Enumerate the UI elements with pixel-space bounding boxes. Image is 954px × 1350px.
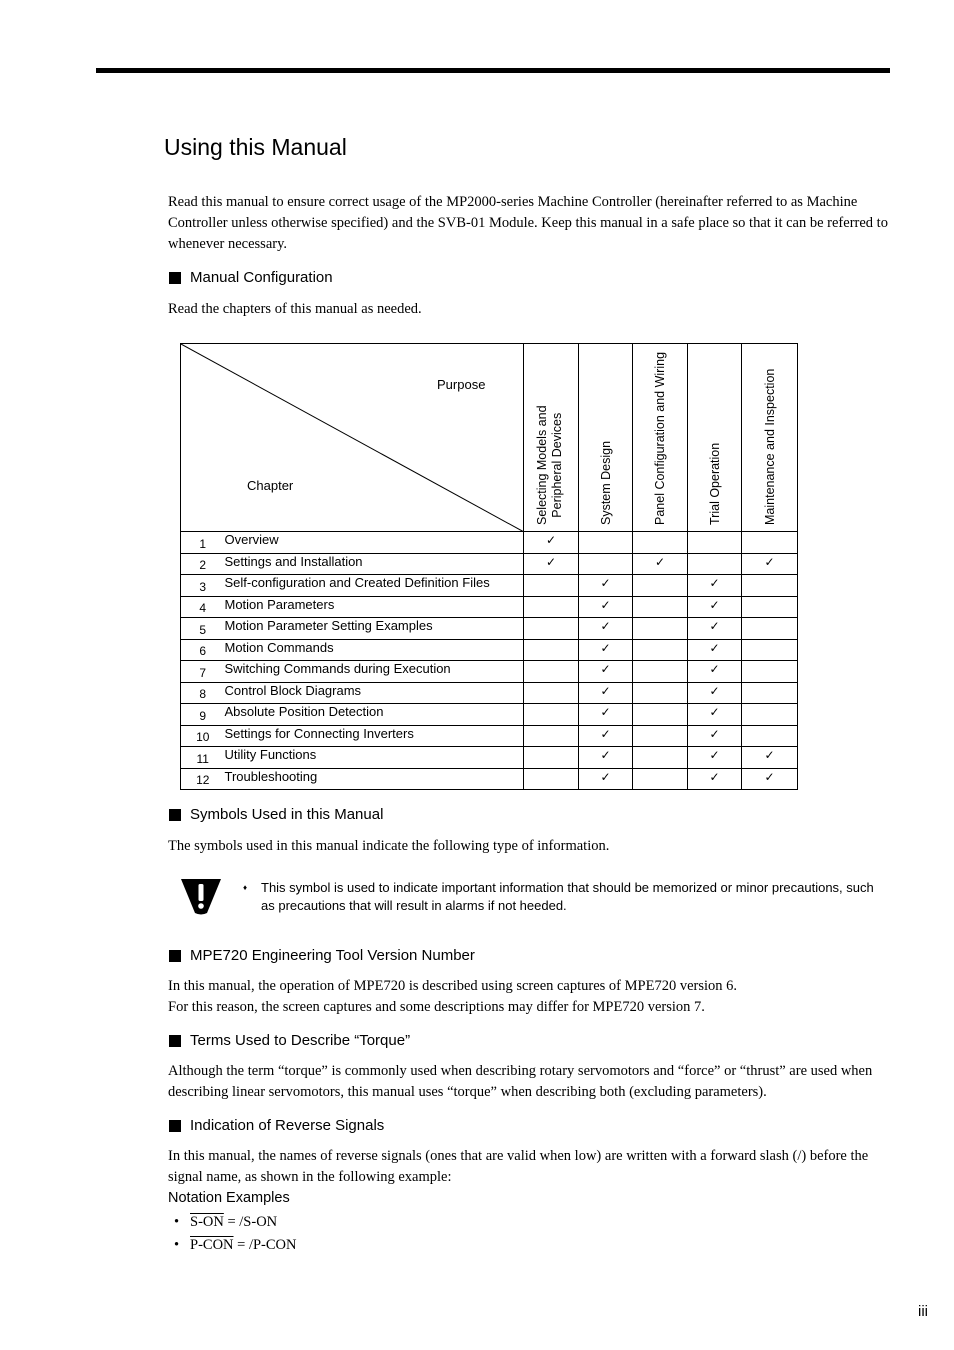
manual-config-heading [169,269,333,286]
empty-cell [524,618,579,640]
empty-cell [633,618,688,640]
table-row [181,682,798,704]
list-item [174,1234,296,1257]
signal-equivalent: = /P-CON [233,1237,297,1253]
table-body [181,532,798,790]
empty-cell [633,532,688,554]
empty-cell [742,661,798,683]
empty-cell [742,532,798,554]
chapter-number: 5 [181,618,225,640]
notation-examples-label: Notation Examples [168,1190,290,1206]
check-mark-icon: ✓ [742,553,798,575]
square-bullet-icon [169,809,181,821]
empty-cell [688,532,742,554]
empty-cell [688,553,742,575]
empty-cell [742,704,798,726]
check-mark-icon: ✓ [579,725,633,747]
chapter-name: Self-configuration and Created Definition Files [225,575,524,597]
mpe720-line2: For this reason, the screen captures and some descriptions may differ for MPE720 version 7. [168,999,705,1015]
empty-cell [633,575,688,597]
mpe720-heading-text: MPE720 Engineering Tool Version Number [190,947,475,964]
check-mark-icon: ✓ [579,768,633,790]
check-mark-icon: ✓ [688,575,742,597]
check-mark-icon: ✓ [688,682,742,704]
column-header-label: Panel Configuration and Wiring [653,351,667,525]
check-mark-icon: ✓ [579,704,633,726]
chapter-name: Switching Commands during Execution [225,661,524,683]
exclamation-note-icon [180,877,222,915]
reverse-heading-text: Indication of Reverse Signals [190,1117,385,1134]
check-mark-icon: ✓ [579,661,633,683]
check-mark-icon: ✓ [742,747,798,769]
column-header-label: Trial Operation [707,442,722,525]
chapter-name: Absolute Position Detection [225,704,524,726]
symbols-heading [169,806,383,823]
empty-cell [524,639,579,661]
empty-cell [524,596,579,618]
empty-cell [633,704,688,726]
chapter-label: Chapter [247,478,294,493]
table-row [181,553,798,575]
chapter-name: Control Block Diagrams [225,682,524,704]
check-mark-icon: ✓ [579,596,633,618]
diamond-bullet-icon: ♦ [243,883,248,892]
check-mark-icon: ✓ [579,682,633,704]
table-corner-cell [181,344,524,532]
empty-cell [742,682,798,704]
torque-heading-text: Terms Used to Describe “Torque” [190,1032,411,1049]
check-mark-icon: ✓ [579,747,633,769]
table-row [181,704,798,726]
note-item [243,879,883,915]
table-header-row [181,344,798,532]
diagonal-divider [181,344,524,532]
column-header-label: Selecting Models and [535,405,549,525]
list-item [174,1211,296,1234]
empty-cell [524,575,579,597]
empty-cell [524,661,579,683]
check-mark-icon: ✓ [688,747,742,769]
empty-cell [742,575,798,597]
chapter-number: 11 [181,747,225,769]
check-mark-icon: ✓ [688,768,742,790]
reverse-text: In this manual, the names of reverse signals (ones that are valid when low) are written with a forward slash (/) before the signal name, as shown in the following example: [168,1148,869,1185]
chapter-number: 7 [181,661,225,683]
chapter-name: Settings for Connecting Inverters [225,725,524,747]
chapter-number: 2 [181,553,225,575]
table-row [181,596,798,618]
purpose-label: Purpose [437,377,486,392]
signal-name: P-CON [190,1237,234,1253]
empty-cell [633,596,688,618]
check-mark-icon: ✓ [688,596,742,618]
check-mark-icon: ✓ [688,725,742,747]
square-bullet-icon [169,1120,181,1132]
intro-paragraph: Read this manual to ensure correct usage of the MP2000-series Machine Controller (hereinafter referred to as Machine Controller unless otherwise specified) and the SVB-01 Module. Keep this manual in a safe place so that it can be referred to whenever necessary. [168,194,888,252]
chapter-number: 8 [181,682,225,704]
signal-name: S-ON [190,1214,224,1230]
check-mark-icon: ✓ [688,618,742,640]
page-title: Using this Manual [164,134,347,160]
table-row [181,575,798,597]
empty-cell [742,596,798,618]
torque-text: Although the term “torque” is commonly used when describing rotary servomotors and “force” or “thrust” are used when describing linear servomotors, this manual uses “torque” when describing both (excluding parameters). [168,1063,873,1100]
empty-cell [633,768,688,790]
check-mark-icon: ✓ [742,768,798,790]
chapter-number: 10 [181,725,225,747]
chapter-number: 1 [181,532,225,554]
mpe720-line1: In this manual, the operation of MPE720 is described using screen captures of MPE720 version 6. [168,978,738,994]
table-row [181,725,798,747]
chapter-number: 3 [181,575,225,597]
chapter-number: 12 [181,768,225,790]
empty-cell [633,725,688,747]
empty-cell [579,553,633,575]
table-row [181,661,798,683]
empty-cell [524,747,579,769]
column-header-selecting-models [524,344,579,532]
notation-examples-list [174,1211,296,1257]
chapter-name: Motion Commands [225,639,524,661]
table-row [181,639,798,661]
mpe720-heading [169,947,475,964]
manual-config-table [180,343,798,790]
torque-heading [169,1032,410,1049]
column-header-label: Peripheral Devices [550,412,564,518]
table-row [181,747,798,769]
square-bullet-icon [169,950,181,962]
check-mark-icon: ✓ [524,532,579,554]
symbols-text: The symbols used in this manual indicate the following type of information. [168,838,610,854]
reverse-heading [169,1117,384,1134]
manual-config-heading-text: Manual Configuration [190,269,333,286]
column-header-maintenance [742,344,798,532]
empty-cell [633,682,688,704]
square-bullet-icon [169,1035,181,1047]
chapter-number: 9 [181,704,225,726]
column-header-system-design [579,344,633,532]
column-header-panel-configuration [633,344,688,532]
empty-cell [579,532,633,554]
chapter-number: 4 [181,596,225,618]
check-mark-icon: ✓ [579,618,633,640]
check-mark-icon: ✓ [688,639,742,661]
empty-cell [633,639,688,661]
column-header-trial-operation [688,344,742,532]
chapter-name: Overview [225,532,524,554]
chapter-name: Motion Parameter Setting Examples [225,618,524,640]
empty-cell [524,725,579,747]
symbols-heading-text: Symbols Used in this Manual [190,806,384,823]
table-row [181,532,798,554]
square-bullet-icon [169,272,181,284]
signal-equivalent: = /S-ON [223,1214,278,1230]
chapter-name: Settings and Installation [225,553,524,575]
empty-cell [524,768,579,790]
check-mark-icon: ✓ [688,704,742,726]
empty-cell [633,747,688,769]
column-header-label: Maintenance and Inspection [762,368,777,525]
table-row [181,618,798,640]
top-rule [96,68,890,73]
check-mark-icon: ✓ [579,639,633,661]
empty-cell [524,682,579,704]
empty-cell [742,618,798,640]
empty-cell [742,639,798,661]
manual-config-text: Read the chapters of this manual as needed. [168,301,422,317]
table-row [181,768,798,790]
empty-cell [742,725,798,747]
empty-cell [633,661,688,683]
check-mark-icon: ✓ [633,553,688,575]
check-mark-icon: ✓ [579,575,633,597]
chapter-number: 6 [181,639,225,661]
page-number: iii [918,1303,928,1320]
check-mark-icon: ✓ [524,553,579,575]
column-header-label: System Design [598,440,613,525]
note-text: This symbol is used to indicate important information that should be memorized or minor precautions, such as precautions that will result in alarms if not heeded. [261,880,874,913]
chapter-name: Troubleshooting [225,768,524,790]
empty-cell [524,704,579,726]
check-mark-icon: ✓ [688,661,742,683]
chapter-name: Motion Parameters [225,596,524,618]
chapter-name: Utility Functions [225,747,524,769]
